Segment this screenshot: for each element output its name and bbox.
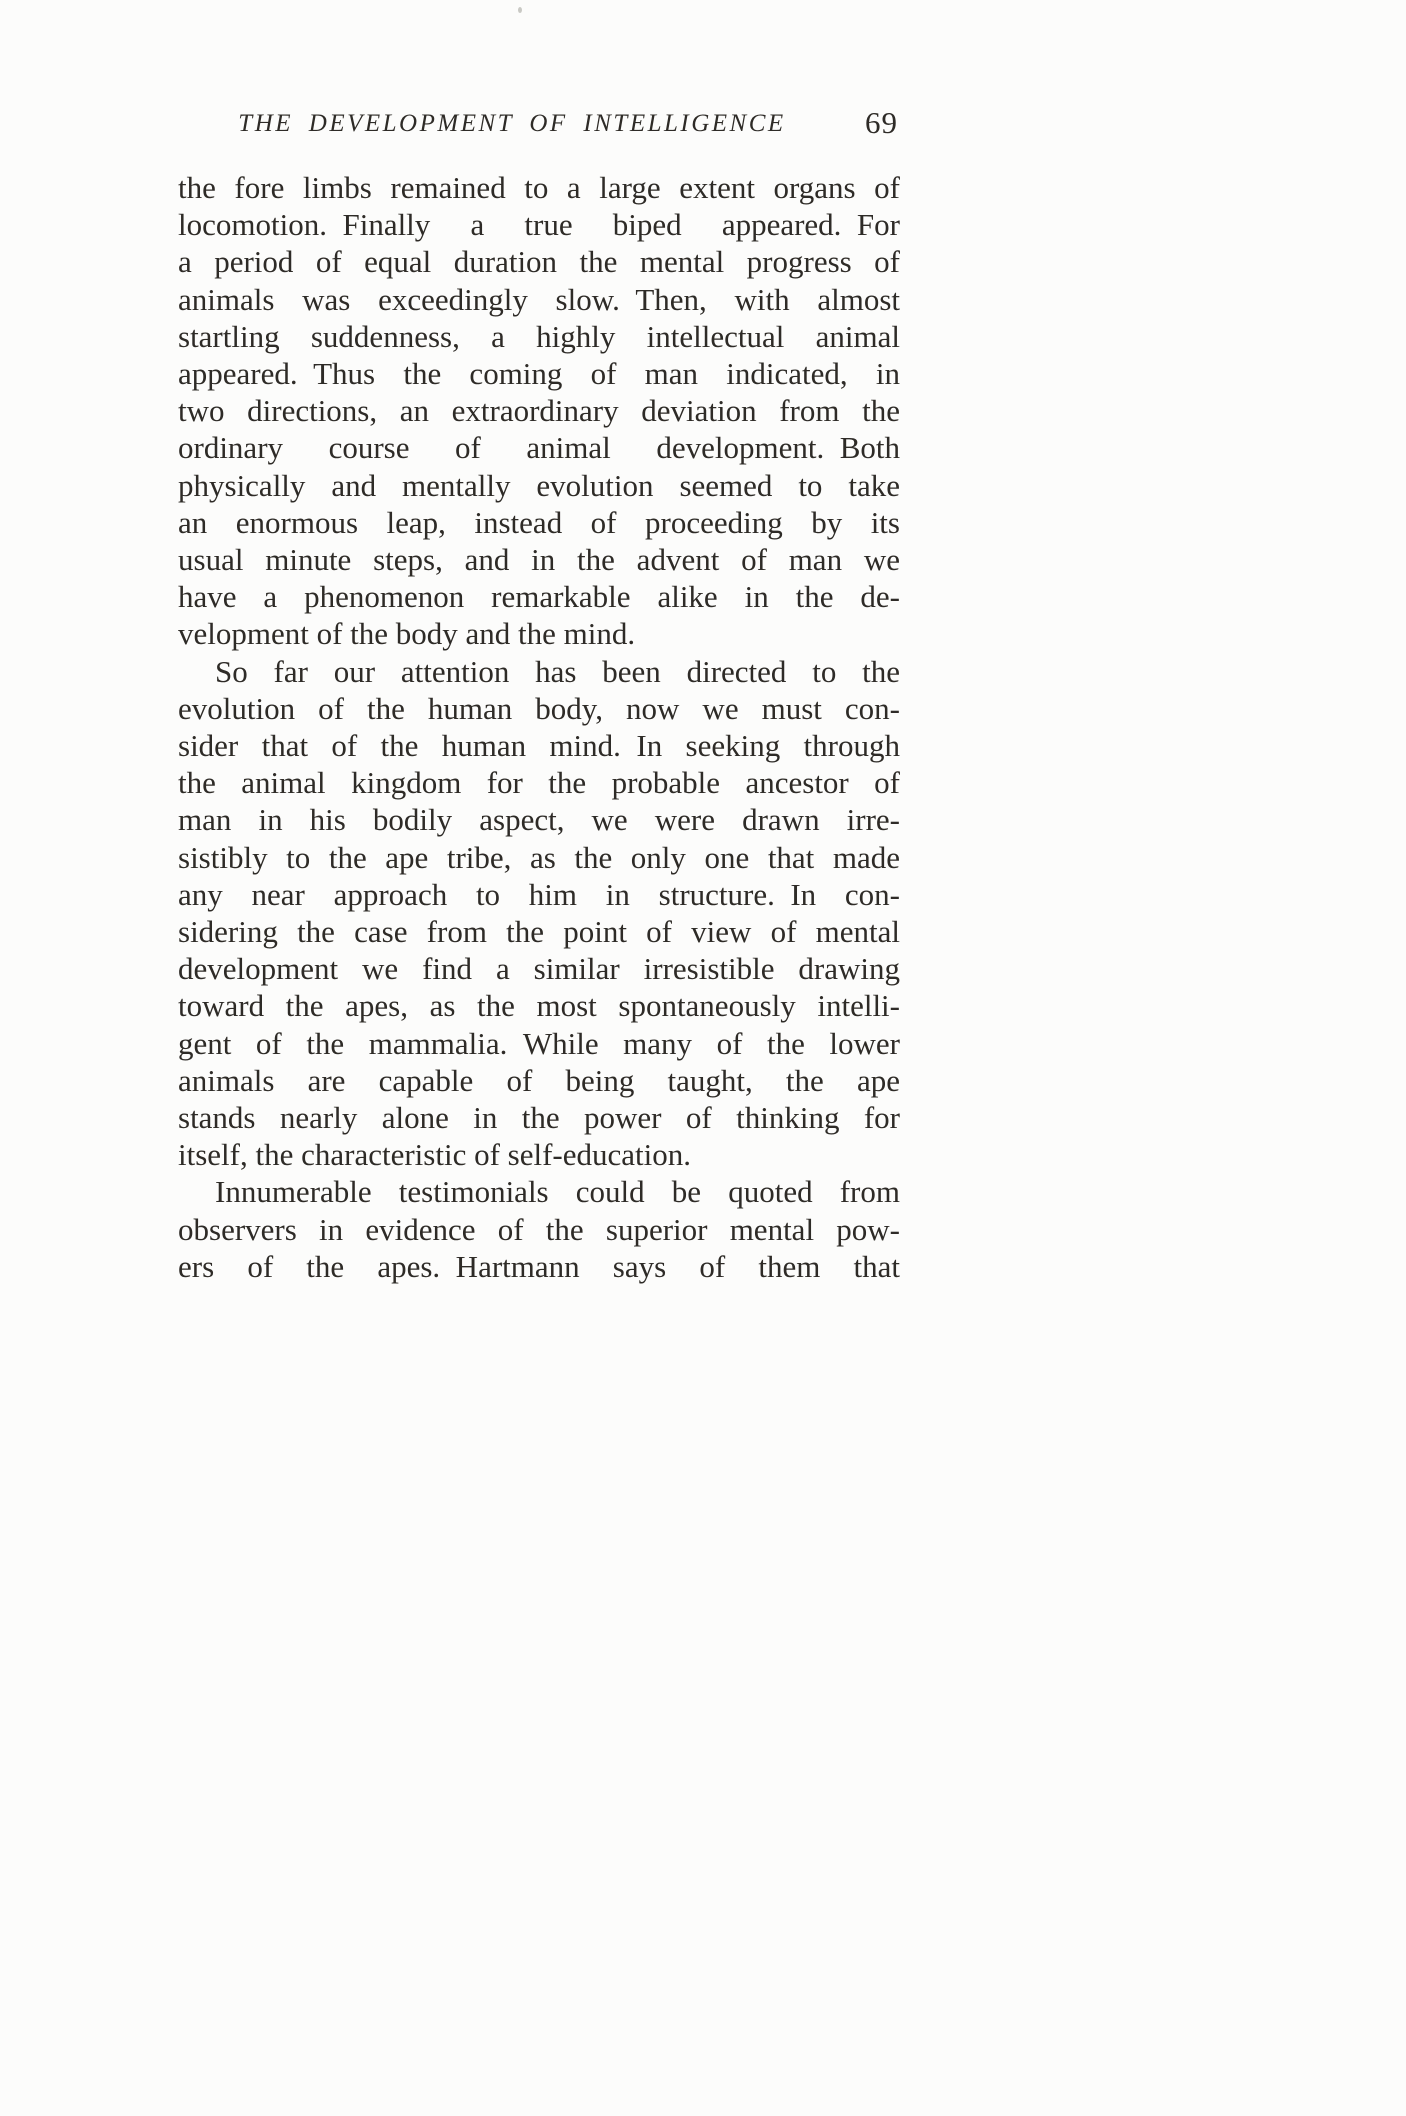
text-line: observers in evidence of the superior mental pow- — [178, 1211, 900, 1247]
paragraph — [178, 169, 900, 653]
text-line: Innumerable testimonials could be quoted from — [215, 1174, 900, 1210]
text-line: ers of the apes. Hartmann says of them that — [178, 1248, 900, 1284]
text-line: evolution of the human body, now we must con- — [178, 690, 900, 726]
text-line: the fore limbs remained to a large extent organs of — [178, 170, 900, 205]
text-line: man in his bodily aspect, we were drawn irre- — [178, 802, 900, 838]
text-line: physically and mentally evolution seemed to take — [178, 467, 900, 503]
page-number: 69 — [865, 105, 898, 140]
text-line: the animal kingdom for the probable ancestor of — [178, 765, 900, 801]
running-title: THE DEVELOPMENT OF INTELLIGENCE — [238, 110, 786, 137]
text-line: two directions, an extraordinary deviation from the — [178, 393, 900, 429]
text-line: ordinary course of animal development. Both — [178, 430, 900, 466]
text-line: appeared. Thus the coming of man indicated, in — [178, 356, 900, 392]
text-line: have a phenomenon remarkable alike in the de- — [178, 579, 900, 615]
text-line: an enormous leap, instead of proceeding by its — [178, 504, 900, 540]
text-line: startling suddenness, a highly intellectual animal — [178, 318, 900, 354]
text-line: animals are capable of being taught, the ape — [178, 1062, 900, 1098]
scan-speck — [518, 7, 522, 13]
text-line: development we find a similar irresistible drawing — [178, 951, 900, 987]
text-line: So far our attention has been directed to the — [215, 653, 900, 689]
text-line: gent of the mammalia. While many of the lower — [178, 1025, 900, 1061]
text-block — [178, 169, 900, 1285]
page-header — [178, 105, 900, 150]
text-line: stands nearly alone in the power of thinking for — [178, 1100, 900, 1136]
text-line: locomotion. Finally a true biped appeared. For — [178, 207, 900, 243]
paragraph — [178, 1173, 900, 1285]
text-line: usual minute steps, and in the advent of man we — [178, 542, 900, 578]
text-line: sistibly to the ape tribe, as the only one that made — [178, 839, 900, 875]
text-line: sidering the case from the point of view of mental — [178, 914, 900, 950]
text-line: a period of equal duration the mental progress of — [178, 244, 900, 280]
text-line: any near approach to him in structure. In con- — [178, 876, 900, 912]
text-line: itself, the characteristic of self-education. — [178, 1137, 691, 1173]
text-line: velopment of the body and the mind. — [178, 616, 636, 652]
text-line: animals was exceedingly slow. Then, with almost — [178, 281, 900, 317]
text-line: sider that of the human mind. In seeking through — [178, 728, 900, 764]
text-line: toward the apes, as the most spontaneously intelli- — [178, 988, 900, 1024]
paragraph — [178, 653, 900, 1174]
